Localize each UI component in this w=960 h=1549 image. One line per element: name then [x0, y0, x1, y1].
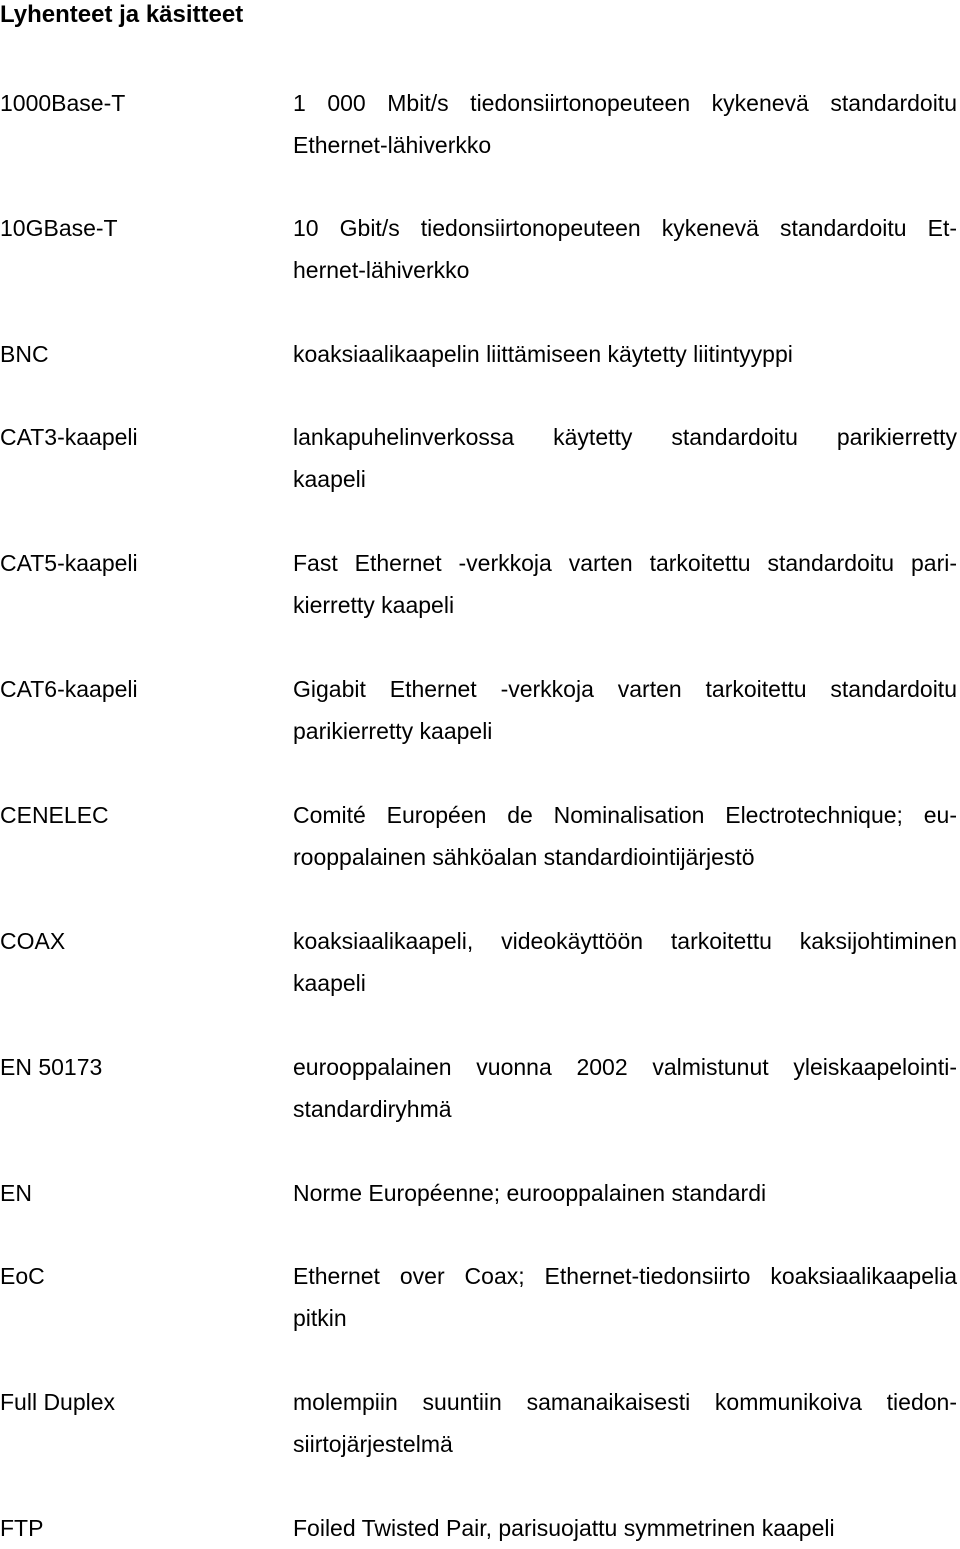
definition-line: 10 Gbit/s tiedonsiirtonopeuteen kykenevä standardoitu Et-: [293, 215, 957, 241]
glossary-term: FTP: [0, 1515, 44, 1541]
definition-line: koaksiaalikaapelin liittämiseen käytetty liitintyyppi: [293, 341, 793, 367]
definition-line: Fast Ethernet -verkkoja varten tarkoitettu standardoitu pari-: [293, 550, 957, 576]
glossary-term: EN: [0, 1180, 32, 1206]
definition-line: standardiryhmä: [293, 1096, 452, 1122]
glossary-definition: [293, 82, 957, 166]
definition-line: Gigabit Ethernet -verkkoja varten tarkoitettu standardoitu: [293, 676, 957, 702]
glossary-term: CAT3-kaapeli: [0, 424, 138, 450]
glossary-definition: [293, 1381, 957, 1465]
definition-line: Foiled Twisted Pair, parisuojattu symmetrinen kaapeli: [293, 1515, 835, 1541]
page-title: Lyhenteet ja käsitteet: [0, 1, 244, 28]
glossary-term: Full Duplex: [0, 1389, 116, 1415]
definition-line: hernet-lähiverkko: [293, 257, 470, 283]
definition-line: Norme Européenne; eurooppalainen standardi: [293, 1180, 767, 1206]
glossary-definition: [293, 333, 957, 375]
definition-line: Ethernet-lähiverkko: [293, 132, 492, 158]
glossary-term: EoC: [0, 1263, 45, 1289]
definition-line: kierretty kaapeli: [293, 592, 455, 618]
definition-line: 1 000 Mbit/s tiedonsiirtonopeuteen kykenevä standardoitu: [293, 90, 957, 116]
glossary-definition: [293, 1172, 957, 1214]
glossary-definition: [293, 794, 957, 878]
glossary-definition: [293, 920, 957, 1004]
glossary-term: EN 50173: [0, 1054, 103, 1080]
glossary-term: COAX: [0, 928, 66, 954]
definition-line: Comité Européen de Nominalisation Electrotechnique; eu-: [293, 802, 957, 828]
glossary-term: CENELEC: [0, 802, 109, 828]
definition-line: rooppalainen sähköalan standardiointijärjestö: [293, 844, 755, 870]
glossary-term: BNC: [0, 341, 49, 367]
definition-line: siirtojärjestelmä: [293, 1431, 453, 1457]
glossary-definition: [293, 1507, 957, 1549]
definition-line: kaapeli: [293, 466, 366, 492]
glossary-definition: [293, 542, 957, 626]
glossary-term: 1000Base-T: [0, 90, 126, 116]
glossary-definition: [293, 207, 957, 291]
glossary-definition: [293, 1046, 957, 1130]
glossary-definition: [293, 416, 957, 500]
definition-line: kaapeli: [293, 970, 366, 996]
definition-line: parikierretty kaapeli: [293, 718, 493, 744]
glossary-definition: [293, 1255, 957, 1339]
definition-line: Ethernet over Coax; Ethernet-tiedonsiirto koaksiaalikaapelia: [293, 1263, 957, 1289]
definition-line: eurooppalainen vuonna 2002 valmistunut yleiskaapelointi-: [293, 1054, 957, 1080]
definition-line: pitkin: [293, 1305, 347, 1331]
definition-line: lankapuhelinverkossa käytetty standardoitu parikierretty: [293, 424, 957, 450]
glossary-term: 10GBase-T: [0, 215, 118, 241]
glossary-term: CAT5-kaapeli: [0, 550, 138, 576]
glossary-term: CAT6-kaapeli: [0, 676, 138, 702]
definition-line: molempiin suuntiin samanaikaisesti kommunikoiva tiedon-: [293, 1389, 957, 1415]
definition-line: koaksiaalikaapeli, videokäyttöön tarkoitettu kaksijohtiminen: [293, 928, 957, 954]
glossary-definition: [293, 668, 957, 752]
